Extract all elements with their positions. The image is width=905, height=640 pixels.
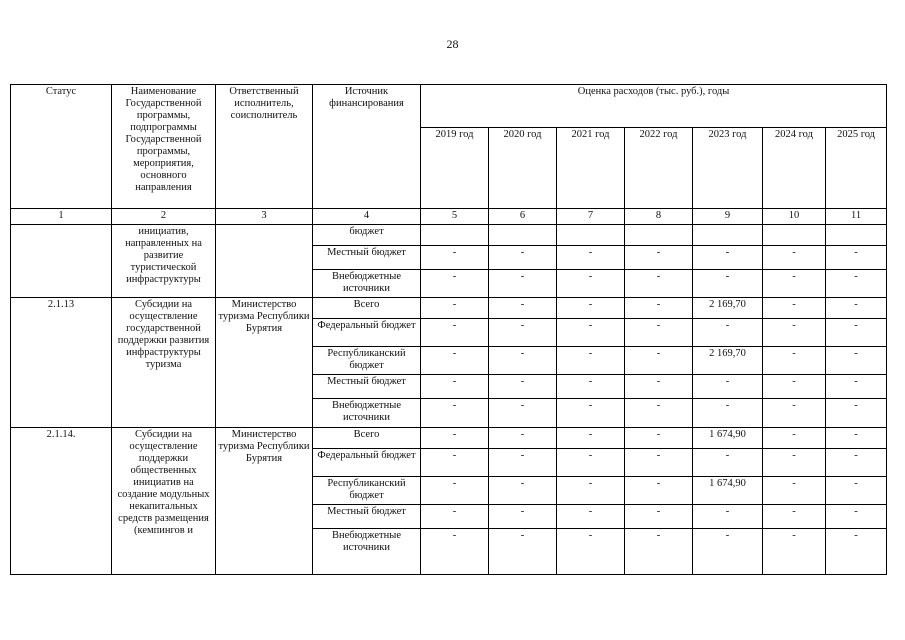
header-row [11, 85, 887, 128]
row-value: - [489, 319, 557, 347]
row-value: - [625, 529, 693, 575]
row-source: Федеральный бюджет [313, 319, 421, 347]
row-value: - [826, 477, 887, 505]
row-value: - [693, 449, 763, 477]
row-executor: Министерство туризма Республики Бурятия [216, 428, 313, 575]
row-value: - [625, 449, 693, 477]
row-source: Республиканский бюджет [313, 347, 421, 375]
year-header: 2019 год [421, 128, 489, 209]
row-value: - [625, 347, 693, 375]
row-value: - [421, 319, 489, 347]
row-value: - [557, 428, 625, 449]
row-value: - [763, 477, 826, 505]
row-source: Местный бюджет [313, 246, 421, 270]
column-number: 9 [693, 209, 763, 225]
year-header: 2021 год [557, 128, 625, 209]
row-name: Субсидии на осуществление государственной поддержки развития инфраструктуры туризма [112, 298, 216, 428]
row-value: - [693, 246, 763, 270]
row-value: - [489, 347, 557, 375]
row-value: 1 674,90 [693, 477, 763, 505]
header-status: Статус [11, 85, 112, 209]
row-status [11, 225, 112, 298]
row-value: - [625, 477, 693, 505]
row-value: - [763, 449, 826, 477]
row-value: - [763, 375, 826, 399]
row-value: 1 674,90 [693, 428, 763, 449]
row-value: - [826, 505, 887, 529]
row-value: - [489, 449, 557, 477]
row-value: - [421, 246, 489, 270]
row-value: - [489, 246, 557, 270]
year-header: 2024 год [763, 128, 826, 209]
row-value: - [826, 270, 887, 298]
column-number: 11 [826, 209, 887, 225]
row-value: - [421, 449, 489, 477]
table-row [11, 428, 887, 449]
row-value [826, 225, 887, 246]
column-number: 6 [489, 209, 557, 225]
row-value: - [763, 319, 826, 347]
row-value [557, 225, 625, 246]
row-value: - [557, 399, 625, 428]
column-number: 4 [313, 209, 421, 225]
row-value: - [421, 477, 489, 505]
row-source: Внебюджетные источники [313, 270, 421, 298]
row-value: - [557, 477, 625, 505]
row-value: - [557, 347, 625, 375]
row-value: - [557, 270, 625, 298]
column-number: 10 [763, 209, 826, 225]
row-value: - [557, 246, 625, 270]
row-value: - [421, 428, 489, 449]
row-value: - [557, 529, 625, 575]
row-value: - [625, 246, 693, 270]
row-source: Местный бюджет [313, 375, 421, 399]
row-value: - [763, 428, 826, 449]
year-header: 2022 год [625, 128, 693, 209]
row-source: Республиканский бюджет [313, 477, 421, 505]
header-name: Наименование Государственной программы, подпрограммы Государственной программы, мероприятия, основного направления [112, 85, 216, 209]
column-number: 5 [421, 209, 489, 225]
row-value: - [625, 319, 693, 347]
row-value: - [693, 505, 763, 529]
row-source: Федеральный бюджет [313, 449, 421, 477]
row-value [625, 225, 693, 246]
row-value: - [489, 298, 557, 319]
row-executor [216, 225, 313, 298]
row-value: - [557, 375, 625, 399]
year-header: 2020 год [489, 128, 557, 209]
column-number: 2 [112, 209, 216, 225]
table-row [11, 225, 887, 246]
row-source: Всего [313, 298, 421, 319]
row-value: - [421, 399, 489, 428]
row-value: - [625, 375, 693, 399]
row-value: - [421, 505, 489, 529]
row-value [421, 225, 489, 246]
row-value [693, 225, 763, 246]
row-value: - [826, 298, 887, 319]
header-source: Источник финансирования [313, 85, 421, 209]
row-value: - [693, 375, 763, 399]
row-value: - [763, 298, 826, 319]
row-value: - [693, 319, 763, 347]
row-value: - [557, 298, 625, 319]
row-value: - [826, 347, 887, 375]
row-value: - [763, 246, 826, 270]
row-source: Внебюджетные источники [313, 529, 421, 575]
row-value: - [826, 428, 887, 449]
row-value: 2 169,70 [693, 347, 763, 375]
row-value: - [693, 399, 763, 428]
row-value [763, 225, 826, 246]
row-value: - [826, 399, 887, 428]
row-value: - [763, 270, 826, 298]
row-value: - [489, 477, 557, 505]
row-value: - [489, 399, 557, 428]
row-name: инициатив, направленных на развитие туристической инфраструктуры [112, 225, 216, 298]
row-value: - [763, 505, 826, 529]
row-value: - [625, 399, 693, 428]
year-header: 2023 год [693, 128, 763, 209]
row-value: - [489, 529, 557, 575]
row-source: Местный бюджет [313, 505, 421, 529]
row-value: - [489, 375, 557, 399]
column-numbers-row [11, 209, 887, 225]
row-value: - [557, 505, 625, 529]
row-value: - [826, 246, 887, 270]
row-name: Субсидии на осуществление поддержки общественных инициатив на создание модульных некапитальных средств размещения (кемпингов и [112, 428, 216, 575]
row-value: - [421, 298, 489, 319]
row-status: 2.1.13 [11, 298, 112, 428]
row-source: бюджет [313, 225, 421, 246]
budget-table [10, 84, 887, 575]
row-value: - [693, 529, 763, 575]
row-value: - [826, 319, 887, 347]
row-value: - [763, 399, 826, 428]
row-value [489, 225, 557, 246]
row-value: 2 169,70 [693, 298, 763, 319]
row-source: Всего [313, 428, 421, 449]
row-value: - [421, 270, 489, 298]
row-value: - [826, 529, 887, 575]
column-number: 8 [625, 209, 693, 225]
column-number: 1 [11, 209, 112, 225]
page-number: 28 [446, 37, 459, 51]
column-number: 3 [216, 209, 313, 225]
row-value: - [826, 449, 887, 477]
row-value: - [421, 347, 489, 375]
row-value: - [693, 270, 763, 298]
header-estimate: Оценка расходов (тыс. руб.), годы [421, 85, 887, 128]
row-status: 2.1.14. [11, 428, 112, 575]
row-value: - [489, 505, 557, 529]
row-value: - [489, 270, 557, 298]
year-header: 2025 год [826, 128, 887, 209]
row-value: - [421, 375, 489, 399]
row-value: - [625, 428, 693, 449]
row-value: - [625, 298, 693, 319]
row-value: - [421, 529, 489, 575]
row-value: - [826, 375, 887, 399]
row-executor: Министерство туризма Республики Бурятия [216, 298, 313, 428]
table-row [11, 298, 887, 319]
row-value: - [557, 319, 625, 347]
row-value: - [763, 529, 826, 575]
row-value: - [763, 347, 826, 375]
row-source: Внебюджетные источники [313, 399, 421, 428]
row-value: - [625, 505, 693, 529]
row-value: - [625, 270, 693, 298]
row-value: - [557, 449, 625, 477]
header-executor: Ответственный исполнитель, соисполнитель [216, 85, 313, 209]
row-value: - [489, 428, 557, 449]
column-number: 7 [557, 209, 625, 225]
